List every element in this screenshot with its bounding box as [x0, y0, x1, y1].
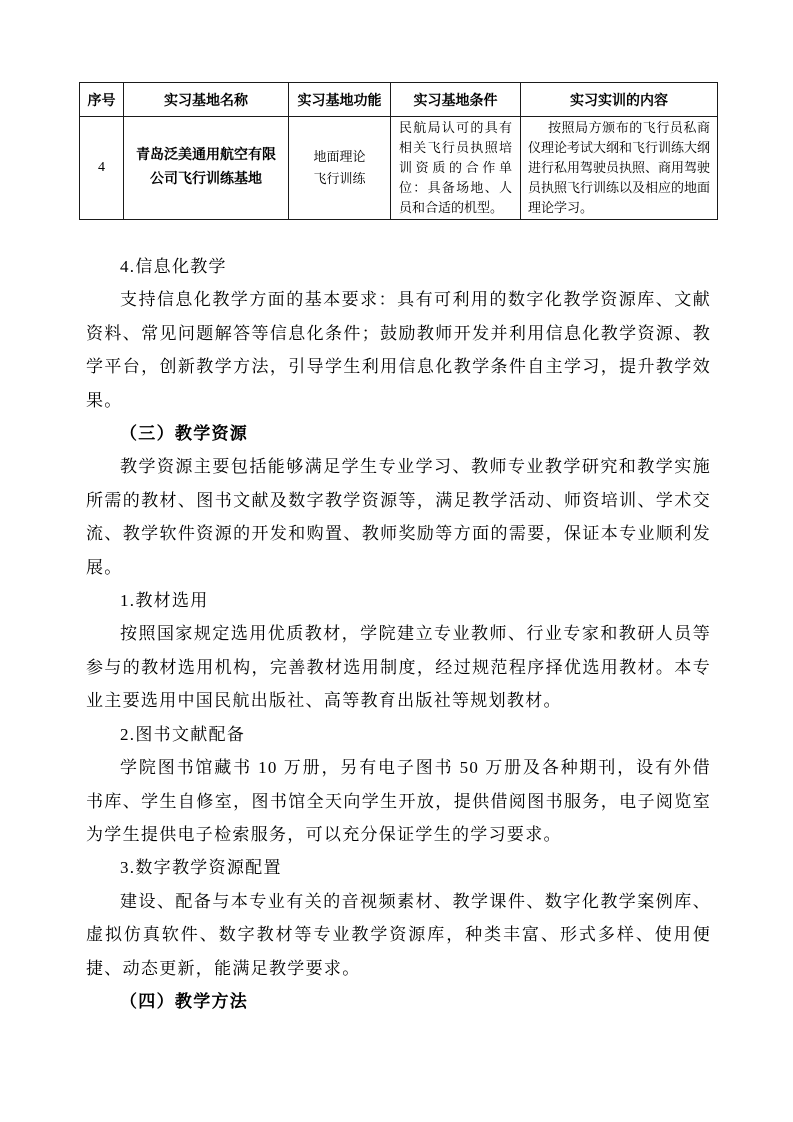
paragraph-textbook-selection: 按照国家规定选用优质教材，学院建立专业教师、行业专家和教研人员等参与的教材选用机构，完善教材选用制度，经过规范程序择优选用教材。本专业主要选用中国民航出版社、高等教育出版社等规划教材。: [86, 624, 711, 711]
page-content: [79, 82, 717, 1018]
paragraph-teaching-resources: 教学资源主要包括能够满足学生专业学习、教师专业教学研究和教学实施所需的教材、图书文献及数字教学资源等，满足教学活动、师资培训、学术交流、教学软件资源的开发和购置、教师奖励等方面的需要，保证本专业顺利发展。: [86, 457, 711, 577]
cell-base-name: 青岛泛美通用航空有限公司飞行训练基地: [124, 117, 289, 220]
base-function-line1: 地面理论: [313, 149, 366, 164]
header-base-name: 实习基地名称: [124, 83, 289, 117]
subheading-library-literature: 2.图书文献配备: [120, 724, 246, 744]
cell-base-function: [289, 117, 391, 220]
table-header-row: [80, 83, 718, 117]
paragraph-informatization-teaching: 支持信息化教学方面的基本要求：具有可利用的数字化教学资源库、文献资料、常见问题解答等信息化条件；鼓励教师开发并利用信息化教学资源、教学平台，创新教学方法，引导学生利用信息化教学条件自主学习，提升教学效果。: [86, 290, 711, 410]
subheading-textbook-selection: 1.教材选用: [120, 591, 209, 611]
section-heading-teaching-methods: （四）教学方法: [120, 991, 249, 1011]
subheading-digital-resources: 3.数字教学资源配置: [120, 858, 282, 878]
header-index: 序号: [80, 83, 124, 117]
section-heading-teaching-resources: （三）教学资源: [120, 424, 249, 444]
cell-index: 4: [80, 117, 124, 220]
base-function-line2: 飞行训练: [313, 171, 366, 186]
internship-base-table: [79, 82, 718, 220]
header-base-condition: 实习基地条件: [391, 83, 521, 117]
subheading-informatization-teaching: 4.信息化教学: [120, 257, 227, 276]
table-row: [80, 117, 718, 220]
header-base-function: 实习基地功能: [289, 83, 391, 117]
training-content-text: 按照局方颁布的飞行员私商仪理论考试大纲和飞行训练大纲进行私用驾驶员执照、商用驾驶员执照飞行训练以及相应的地面理论学习。: [528, 120, 711, 215]
paragraph-library-literature: 学院图书馆藏书 10 万册，另有电子图书 50 万册及各种期刊，设有外借书库、学生自修室，图书馆全天向学生开放，提供借阅图书服务，电子阅览室为学生提供电子检索服务，可以充分保证学生的学习要求。: [86, 758, 711, 844]
cell-training-content: [521, 117, 718, 220]
header-training-content: 实习实训的内容: [521, 83, 718, 117]
cell-base-condition: 民航局认可的具有相关飞行员执照培训资质的合作单位：具备场地、人员和合适的机型。: [391, 117, 521, 220]
document-body: [86, 250, 711, 1018]
paragraph-digital-resources: 建设、配备与本专业有关的音视频素材、教学课件、数字化教学案例库、虚拟仿真软件、数字教材等专业教学资源库，种类丰富、形式多样、使用便捷、动态更新，能满足教学要求。: [86, 891, 711, 978]
